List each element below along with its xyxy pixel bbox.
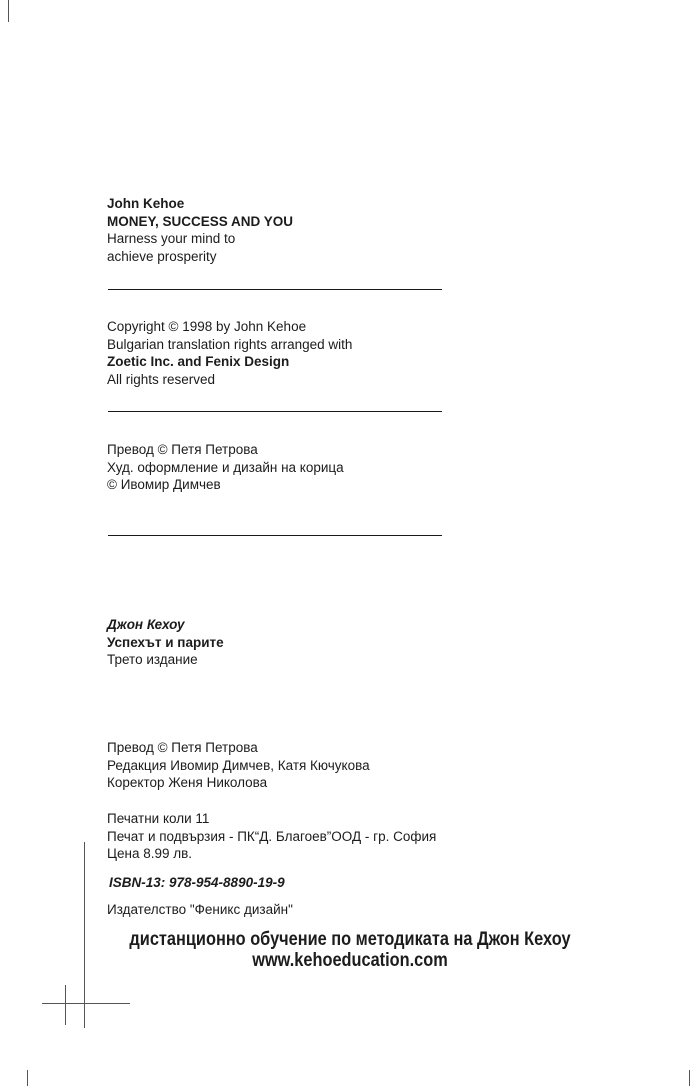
isbn: ISBN-13: 978-954-8890-19-9 <box>109 875 285 890</box>
imprint-editors: Редакция Ивомир Димчев, Катя Кючукова <box>107 757 370 773</box>
imprint-print-block <box>107 810 436 863</box>
copyright-line: Copyright © 1998 by John Kehoe <box>107 319 307 334</box>
crop-mark-bottom-left <box>27 1070 28 1086</box>
promo-line: дистанционно обучение по методиката на Джон Кехоу <box>129 929 571 950</box>
crop-mark-vertical-left-2 <box>65 985 66 1025</box>
imprint-proofreader: Коректор Женя Николова <box>107 775 268 790</box>
rights-arranged-line: Bulgarian translation rights arranged with <box>107 336 353 352</box>
credits-translation: Превод © Петя Петрова <box>107 442 258 457</box>
imprint-price: Цена 8.99 лв. <box>107 846 193 861</box>
original-subtitle-line2: achieve prosperity <box>107 248 217 264</box>
original-title: MONEY, SUCCESS AND YOU <box>107 213 294 229</box>
credits-designer: © Ивомир Димчев <box>107 477 221 492</box>
credits-block <box>107 441 344 494</box>
rights-agency: Zoetic Inc. and Fenix Design <box>107 354 290 369</box>
edition-author: Джон Кехоу <box>107 617 185 632</box>
rights-block <box>107 318 352 388</box>
promo-url[interactable]: www.kehoeducation.com <box>252 950 448 971</box>
publisher: Издателство "Феникс дизайн" <box>107 902 293 917</box>
divider-2 <box>108 411 442 412</box>
credits-design: Худ. оформление и дизайн на корица <box>107 459 344 475</box>
edition-title: Успехът и парите <box>107 634 224 650</box>
crop-mark-horizontal-bottom <box>42 1003 130 1004</box>
original-author: John Kehoe <box>107 196 185 211</box>
original-title-block <box>107 195 293 265</box>
imprint-translation: Превод © Петя Петрова <box>107 740 258 755</box>
crop-mark-bottom-right <box>689 1070 690 1086</box>
rights-reserved: All rights reserved <box>107 371 216 387</box>
crop-mark-top-left <box>8 0 9 22</box>
edition-number: Трето издание <box>107 652 198 667</box>
divider-3 <box>108 535 442 536</box>
imprint-printing: Печат и подвързия - ПК“Д. Благоев”ООД - гр. София <box>107 828 437 844</box>
original-subtitle-line1: Harness your mind to <box>107 231 236 246</box>
imprint-sheets: Печатни коли 11 <box>107 811 210 826</box>
edition-block <box>107 616 224 669</box>
imprint-credits-block <box>107 739 370 792</box>
divider-1 <box>108 289 442 290</box>
